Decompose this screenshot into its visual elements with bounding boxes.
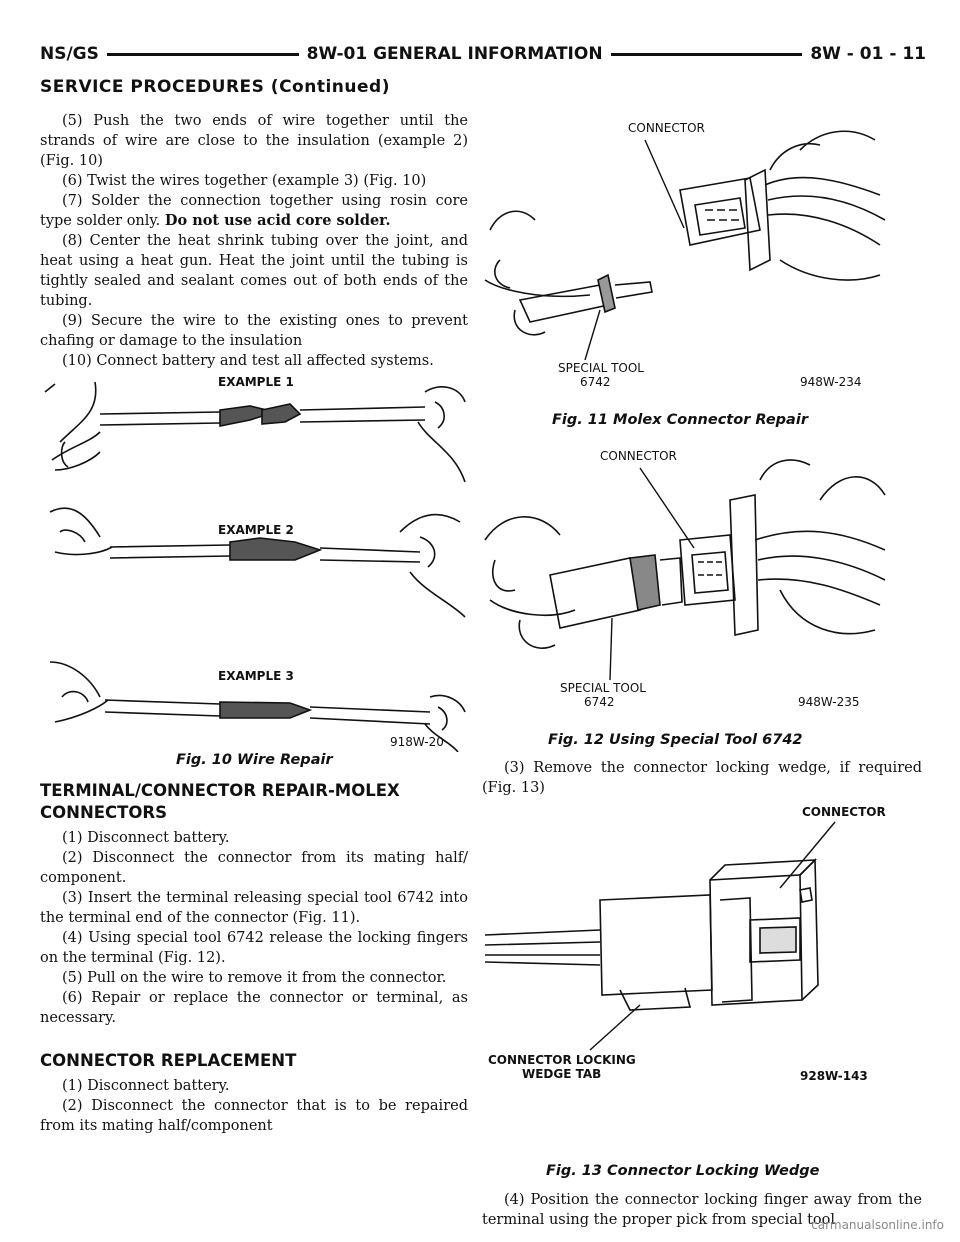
figure-11-molex-connector — [480, 110, 890, 400]
position-finger-step: (4) Position the connector locking finger away from the terminal using the proper pick from special tool — [482, 1192, 922, 1228]
example-1-label: EXAMPLE 1 — [218, 375, 294, 389]
figure-12-using-special-tool — [480, 440, 890, 720]
header-rule-right — [611, 53, 803, 56]
fig13-wedge-label-line2: WEDGE TAB — [522, 1067, 602, 1081]
step-7-plain: (7) Solder the connection together using rosin core type solder only. — [40, 193, 468, 229]
replacement-step-2: (2) Disconnect the connector that is to be repaired from its mating half/component — [40, 1098, 468, 1134]
step-10-text: (10) Connect battery and test all affected systems. — [62, 353, 434, 369]
figure-10-caption: Fig. 10 Wire Repair — [176, 752, 333, 768]
molex-step-4: (4) Using special tool 6742 release the locking fingers on the terminal (Fig. 12). — [40, 930, 468, 966]
molex-section-title: TERMINAL/CONNECTOR REPAIR-MOLEX CONNECTORS — [40, 781, 400, 822]
step-5-text: (5) Push the two ends of wire together until the strands of wire are close to the insulation (example 2) (Fig. 10) — [40, 113, 468, 169]
fig12-code: 948W-235 — [798, 695, 860, 709]
step-7-warning: Do not use acid core solder. — [164, 212, 391, 229]
replacement-step-1: (1) Disconnect battery. — [62, 1078, 230, 1094]
molex-step-1: (1) Disconnect battery. — [62, 830, 230, 846]
page-header — [40, 40, 926, 68]
fig13-code: 928W-143 — [800, 1069, 868, 1083]
figure-10-code: 918W-20 — [390, 735, 444, 749]
fig11-tool-label: SPECIAL TOOL — [558, 361, 644, 375]
fig12-connector-label: CONNECTOR — [600, 449, 677, 463]
connector-replacement-title: CONNECTOR REPLACEMENT — [40, 1051, 297, 1070]
fig12-tool-label: SPECIAL TOOL — [560, 681, 646, 695]
molex-step-5: (5) Pull on the wire to remove it from the connector. — [62, 970, 447, 986]
molex-step-2: (2) Disconnect the connector from its mating half/ component. — [40, 850, 468, 886]
step-8-text: (8) Center the heat shrink tubing over the joint, and heat using a heat gun. Heat the joint until the tubing is tightly sealed and sealant comes out of both ends of the tubing. — [40, 233, 468, 309]
section-subtitle: SERVICE PROCEDURES (Continued) — [40, 77, 390, 97]
header-model: NS/GS — [40, 44, 99, 64]
step-6-text: (6) Twist the wires together (example 3) (Fig. 10) — [62, 173, 427, 189]
fig11-code: 948W-234 — [800, 375, 862, 389]
fig13-wedge-label-line1: CONNECTOR LOCKING — [488, 1053, 636, 1067]
step-9-text: (9) Secure the wire to the existing ones to prevent chafing or damage to the insulation — [40, 313, 468, 349]
left-column-bottom — [40, 780, 468, 1136]
example-3-label: EXAMPLE 3 — [218, 669, 294, 683]
molex-step-6: (6) Repair or replace the connector or terminal, as necessary. — [40, 990, 468, 1026]
left-column-top — [40, 111, 468, 371]
figure-12-caption: Fig. 12 Using Special Tool 6742 — [548, 732, 803, 748]
header-section: 8W-01 GENERAL INFORMATION — [306, 44, 603, 64]
right-column-step-3 — [482, 758, 922, 798]
header-page-number: 8W - 01 - 11 — [810, 44, 926, 64]
watermark: carmanualsonline.info — [811, 1218, 944, 1232]
example-2-label: EXAMPLE 2 — [218, 523, 294, 537]
molex-step-3: (3) Insert the terminal releasing special tool 6742 into the terminal end of the connector (Fig. 11). — [40, 890, 468, 926]
figure-13-connector-locking-wedge — [480, 800, 890, 1090]
remove-wedge-step: (3) Remove the connector locking wedge, if required (Fig. 13) — [482, 760, 922, 796]
fig11-connector-label: CONNECTOR — [628, 121, 705, 135]
figure-11-caption: Fig. 11 Molex Connector Repair — [552, 412, 808, 428]
figure-13-caption: Fig. 13 Connector Locking Wedge — [546, 1163, 820, 1179]
fig11-tool-number: 6742 — [580, 375, 611, 389]
fig13-connector-label: CONNECTOR — [802, 805, 886, 819]
step-7-text — [40, 191, 468, 231]
header-rule-left — [107, 53, 299, 56]
figure-10-wire-repair — [40, 362, 470, 752]
fig12-tool-number: 6742 — [584, 695, 615, 709]
